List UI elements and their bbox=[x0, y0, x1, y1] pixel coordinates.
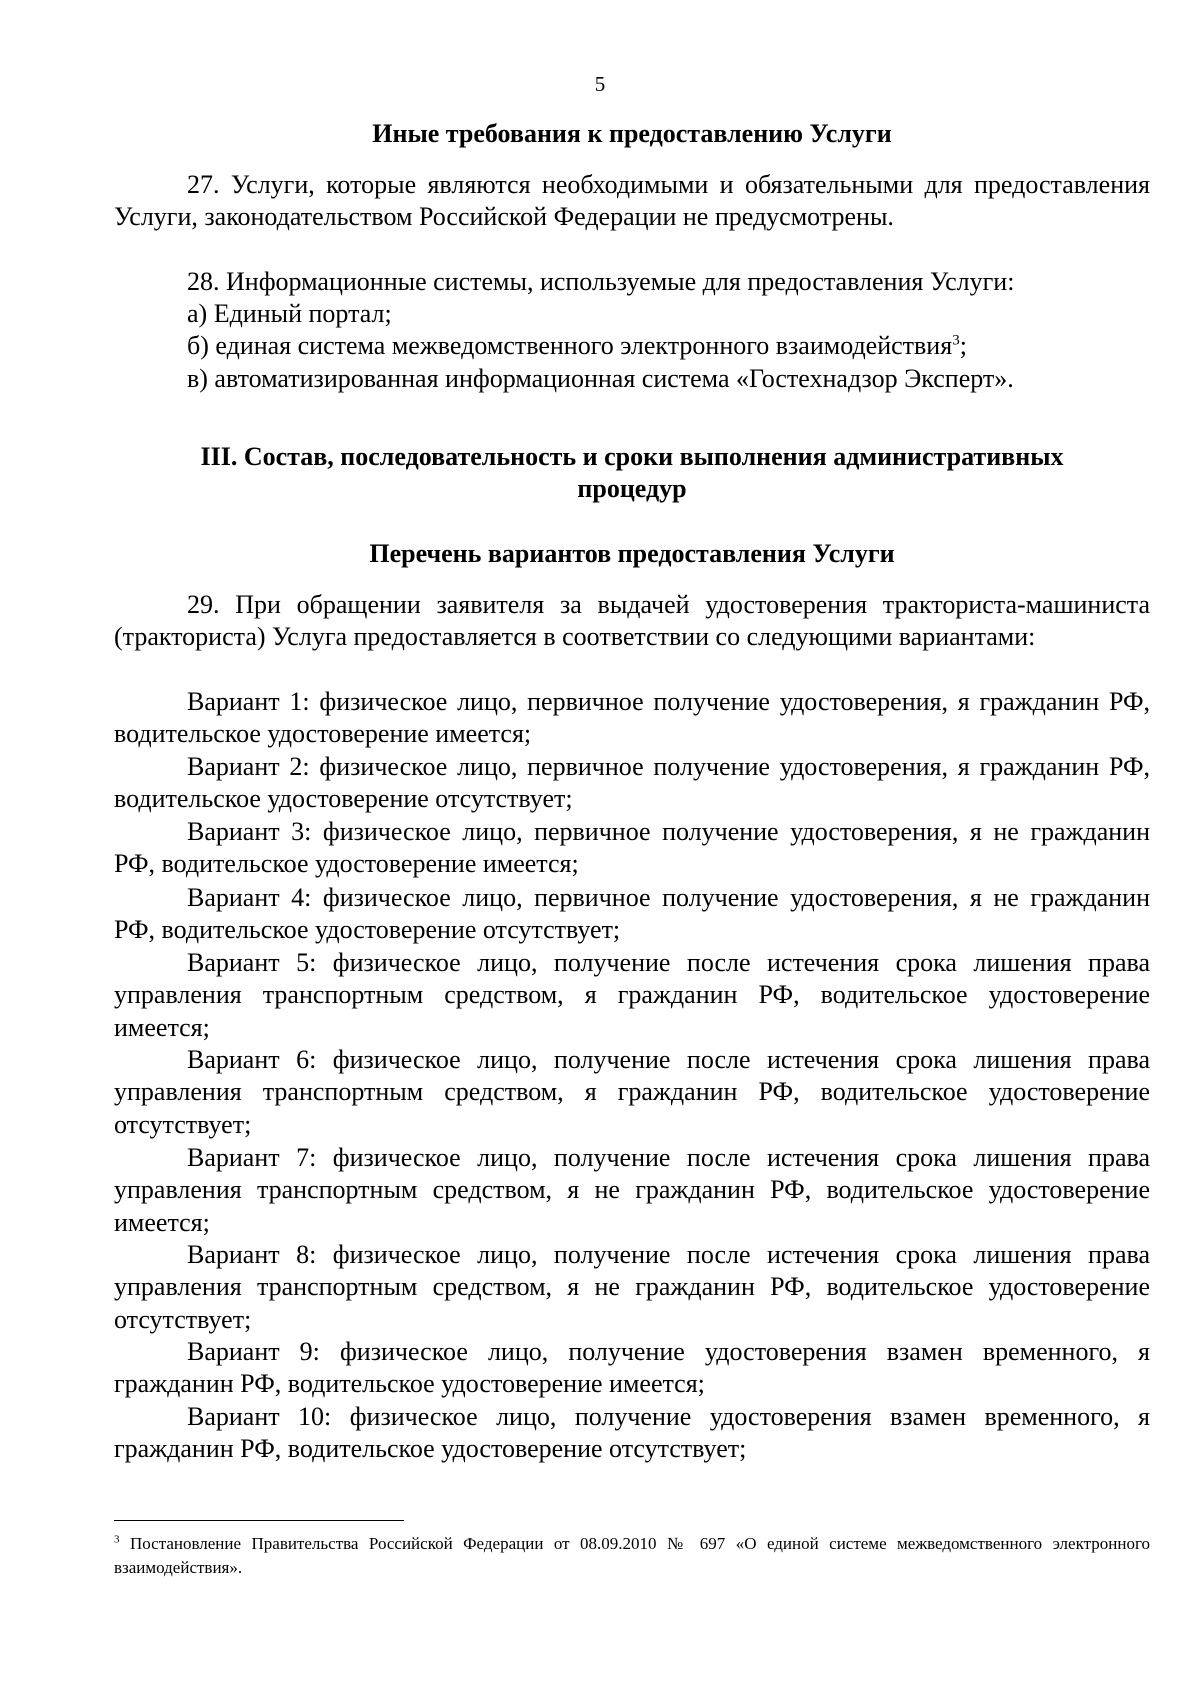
section-heading-other-requirements: Иные требования к предоставлению Услуги bbox=[372, 119, 892, 148]
footnote-number: 3 bbox=[114, 1533, 120, 1546]
footnote-ref-3[interactable]: 3 bbox=[952, 332, 960, 349]
variant-8: Вариант 8: физическое лицо, получение после истечения срока лишения права управления транспортным средством, я не гражданин РФ, водительское удостоверение отсутствует; bbox=[114, 1240, 1150, 1334]
variant-9: Вариант 9: физическое лицо, получение удостоверения взамен временного, я гражданин РФ, водительское удостоверение имеется; bbox=[114, 1337, 1150, 1399]
variant-7: Вариант 7: физическое лицо, получение после истечения срока лишения права управления транспортным средством, я не гражданин РФ, водительское удостоверение имеется; bbox=[114, 1143, 1150, 1237]
paragraph-27: 27. Услуги, которые являются необходимыми и обязательными для предоставления Услуги, законодательством Российской Федерации не предусмотрены. bbox=[114, 170, 1150, 232]
list-item-a: а) Единый портал; bbox=[187, 299, 392, 328]
list-item-b-text: б) единая система межведомственного электронного взаимодействия bbox=[187, 331, 953, 360]
variant-3: Вариант 3: физическое лицо, первичное получение удостоверения, я не гражданин РФ, водительское удостоверение имеется; bbox=[114, 817, 1150, 879]
list-item-b bbox=[114, 330, 1150, 362]
section-3-heading-line-1: III. Состав, последовательность и сроки выполнения административных bbox=[200, 442, 1064, 471]
list-item-c: в) автоматизированная информационная система «Гостехнадзор Эксперт». bbox=[187, 364, 1014, 393]
footnote bbox=[114, 1532, 1150, 1580]
variant-1: Вариант 1: физическое лицо, первичное получение удостоверения, я гражданин РФ, водительское удостоверение имеется; bbox=[114, 687, 1150, 749]
paragraph-29: 29. При обращении заявителя за выдачей удостоверения тракториста-машиниста (тракториста) Услуга предоставляется в соответствии со следующими вариантами: bbox=[114, 590, 1150, 652]
footnote-divider bbox=[114, 1520, 404, 1521]
variant-4: Вариант 4: физическое лицо, первичное получение удостоверения, я не гражданин РФ, водительское удостоверение отсутствует; bbox=[114, 883, 1150, 945]
paragraph-28: 28. Информационные системы, используемые для предоставления Услуги: bbox=[187, 267, 1015, 296]
variant-5: Вариант 5: физическое лицо, получение после истечения срока лишения права управления транспортным средством, я гражданин РФ, водительское удостоверение имеется; bbox=[114, 948, 1150, 1042]
section-3-heading-line-2: процедур bbox=[577, 474, 687, 503]
section-heading-variants: Перечень вариантов предоставления Услуги bbox=[369, 539, 895, 568]
variant-2: Вариант 2: физическое лицо, первичное получение удостоверения, я гражданин РФ, водительское удостоверение отсутствует; bbox=[114, 752, 1150, 814]
list-item-b-end: ; bbox=[959, 331, 967, 360]
footnote-text: Постановление Правительства Российской Федерации от 08.09.2010 № 697 «О единой системе межведомственного электронного взаимодействия». bbox=[114, 1534, 1151, 1577]
variant-6: Вариант 6: физическое лицо, получение после истечения срока лишения права управления транспортным средством, я гражданин РФ, водительское удостоверение отсутствует; bbox=[114, 1045, 1150, 1139]
variant-10: Вариант 10: физическое лицо, получение удостоверения взамен временного, я гражданин РФ, водительское удостоверение отсутствует; bbox=[114, 1402, 1150, 1464]
page-number: 5 bbox=[594, 72, 606, 96]
